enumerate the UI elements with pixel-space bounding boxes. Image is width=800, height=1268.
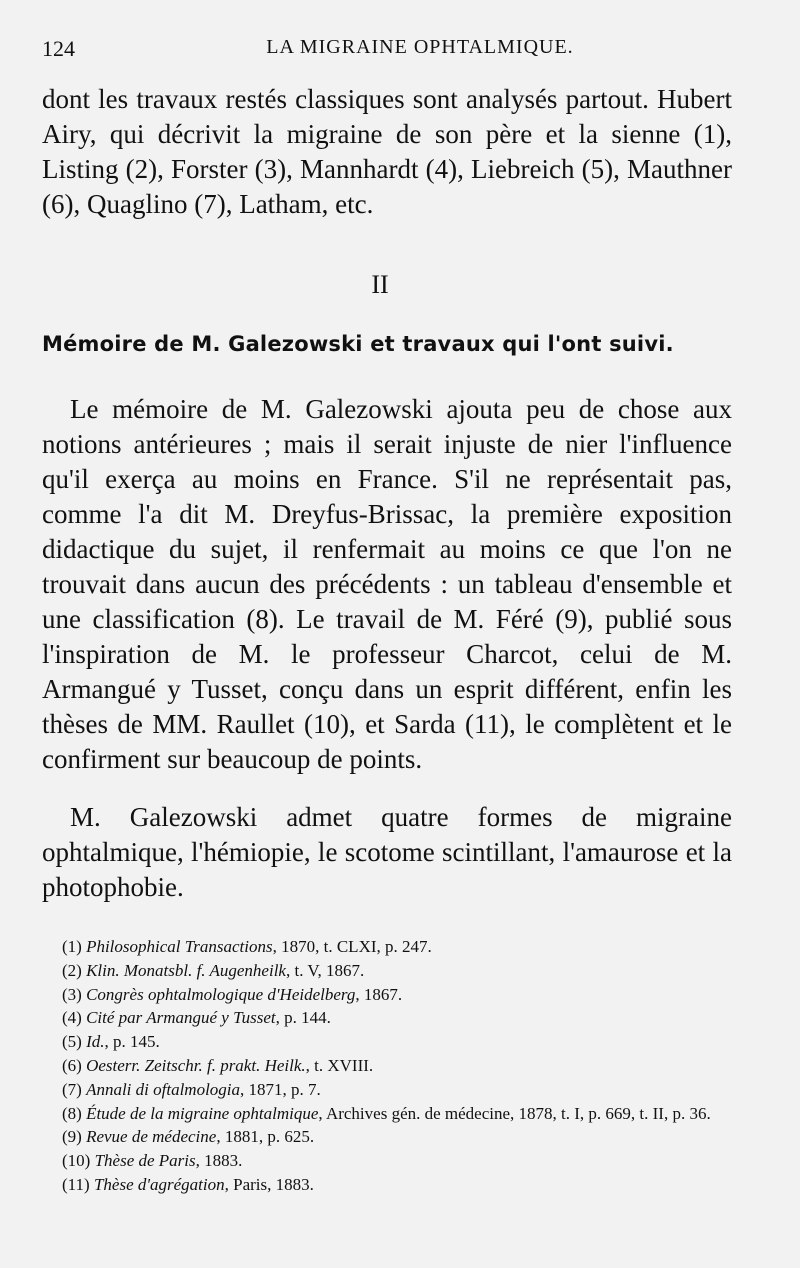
footnote: [62, 935, 742, 959]
footnote: [62, 1102, 742, 1126]
footnote-title: Thèse de Paris: [94, 1151, 196, 1171]
footnote-title: Étude de la migraine ophtalmique: [86, 1103, 319, 1123]
footnote-ref: , 1871, p. 7.: [240, 1079, 321, 1099]
footnote-number: (10): [62, 1151, 91, 1171]
footnote: [62, 1006, 742, 1030]
footnote-ref: , t. XVIII.: [305, 1055, 374, 1075]
footnote-number: (4): [62, 1008, 82, 1028]
section-heading: Mémoire de M. Galezowski et travaux qui l'ont suivi.: [42, 332, 674, 356]
footnote-ref: , Paris, 1883.: [224, 1174, 314, 1194]
footnote-ref: , 1867.: [355, 984, 403, 1004]
footnote-title: Klin. Monatsbl. f. Augenheilk: [86, 960, 286, 980]
footnote-number: (3): [62, 984, 82, 1004]
footnote-ref: , p. 144.: [275, 1008, 331, 1028]
footnote: [62, 1149, 742, 1173]
footnote: [62, 959, 742, 983]
footnotes: [62, 935, 742, 1197]
footnote: [62, 1125, 742, 1149]
footnote-number: (8): [62, 1103, 82, 1123]
footnote: [62, 1173, 742, 1197]
footnote: [62, 1078, 742, 1102]
paragraph-3: M. Galezowski admet quatre formes de migraine ophtalmique, l'hémiopie, le scotome scintillant, l'amaurose et la photophobie.: [42, 802, 732, 902]
paragraph-1: dont les travaux restés classiques sont analysés partout. Hubert Airy, qui décrivit la migraine de son père et la sienne (1), Listing (2), Forster (3), Mannhardt (4), Liebreich (5), Mauthner (6), Quaglino (7), Latham, etc.: [42, 84, 732, 219]
footnote-number: (7): [62, 1079, 82, 1099]
footnote: [62, 1030, 742, 1054]
footnote-ref: , p. 145.: [104, 1032, 160, 1052]
running-head: [40, 36, 760, 70]
footnote-ref: , 1881, p. 625.: [216, 1127, 315, 1147]
footnote-ref: , t. V, 1867.: [285, 960, 365, 980]
footnote-title: Cité par Armangué y Tusset: [86, 1008, 276, 1028]
running-title: LA MIGRAINE OPHTALMIQUE.: [266, 36, 574, 58]
footnote: [62, 1054, 742, 1078]
footnote-ref: , 1870, t. CLXI, p. 247.: [272, 937, 432, 956]
footnote-number: (9): [62, 1127, 82, 1147]
footnote-title: Philosophical Transactions: [86, 937, 273, 956]
page-number: 124: [42, 36, 75, 61]
footnote-number: (5): [62, 1032, 82, 1052]
footnote-number: (6): [62, 1055, 82, 1075]
footnote-title: Oesterr. Zeitschr. f. prakt. Heilk.: [86, 1055, 306, 1075]
footnote-number: (1): [62, 937, 82, 956]
paragraph-2: Le mémoire de M. Galezowski ajouta peu de chose aux notions antérieures ; mais il serait injuste de nier l'influence qu'il exerça au moins en France. S'il ne représentait pas, comme l'a dit M. Dreyfus-Brissac, la première exposition didactique du sujet, il renfermait au moins ce que l'on ne trouvait dans aucun des précédents : un tableau d'ensemble et une classification (8). Le travail de M. Féré (9), publié sous l'inspiration de M. le professeur Charcot, celui de M. Armangué y Tusset, conçu dans un esprit différent, enfin les thèses de MM. Raullet (10), et Sarda (11), le complètent et le confirment sur beaucoup de points.: [42, 394, 732, 774]
section-number: II: [371, 270, 389, 299]
footnote-title: Thèse d'agrégation: [93, 1174, 225, 1194]
footnote: [62, 983, 742, 1007]
footnote-ref: , Archives gén. de médecine, 1878, t. I, p. 669, t. II, p. 36.: [318, 1103, 711, 1123]
footnote-title: Annali di oftalmologia: [86, 1079, 241, 1099]
footnote-title: Id.: [86, 1032, 105, 1052]
footnote-number: (11): [62, 1174, 90, 1194]
footnote-ref: , 1883.: [195, 1151, 243, 1171]
footnote-title: Congrès ophtalmologique d'Heidelberg: [86, 984, 356, 1004]
footnote-title: Revue de médecine: [86, 1127, 217, 1147]
footnote-number: (2): [62, 960, 82, 980]
